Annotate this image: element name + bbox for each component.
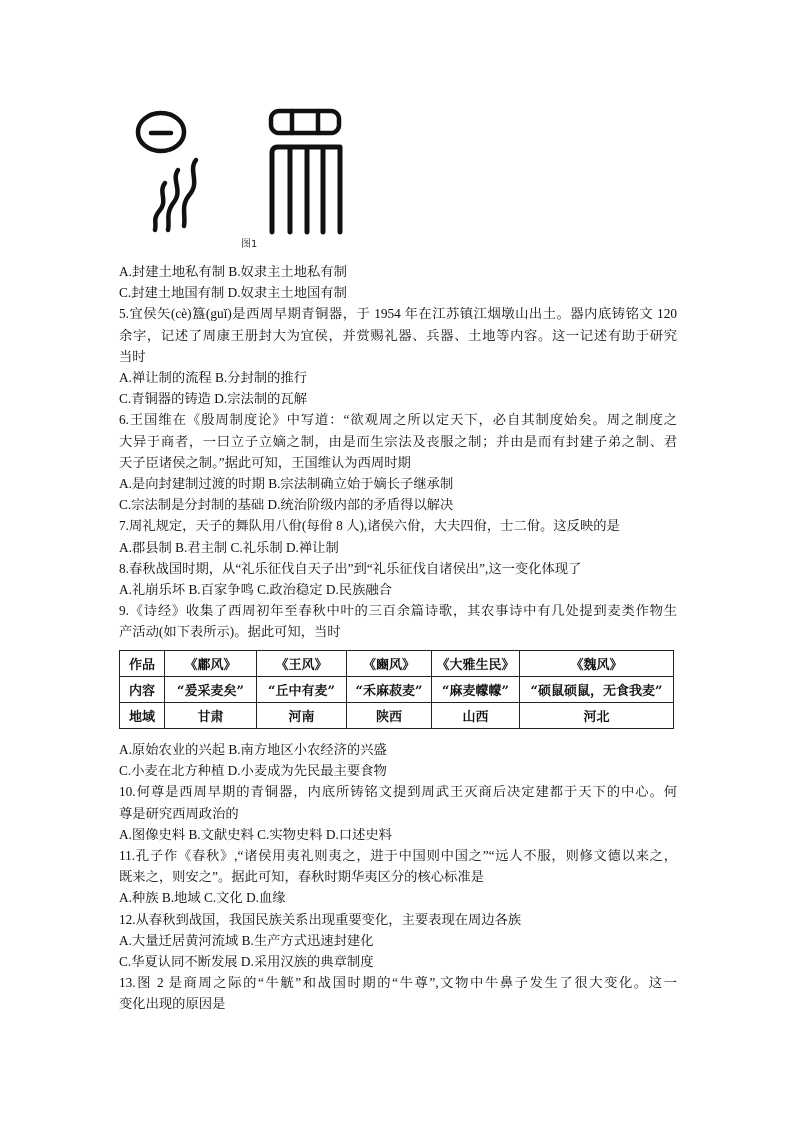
- q10-option-line: A.图像史料 B.文献史料 C.实物史料 D.口述史料: [119, 826, 392, 842]
- wheat-poems-table: [119, 650, 674, 729]
- q6-stem-line: 大异于商者，一曰立子立嫡之制，由是而生宗法及丧服之制；并由是而有封建子弟之制、君: [119, 433, 677, 449]
- glyph-wave-stroke: [168, 170, 178, 230]
- table-row-header: 地域: [120, 703, 165, 729]
- q11-stem-line: 既来之，则安之”。据此可知，春秋时期华夷区分的核心标准是: [119, 869, 484, 885]
- q5-stem-line: 当时: [119, 348, 146, 364]
- q5-option-line: C.青铜器的铸造 D.宗法制的瓦解: [119, 391, 308, 407]
- question-block-upper: [119, 261, 677, 643]
- table-cell: 《大雅生民》: [432, 651, 520, 677]
- q11-stem-line: 11.孔子作《春秋》,“诸侯用夷礼则夷之，进于中国则中国之”“远人不服，则修文德以来之，: [119, 848, 677, 864]
- table-row: [120, 651, 674, 677]
- q4-option-line: A.封建土地私有制 B.奴隶主土地私有制: [119, 264, 347, 279]
- q7-stem-line: 7.周礼规定，天子的舞队用八佾(每佾 8 人),诸侯六佾，大夫四佾，士二佾。这反映的是: [119, 518, 620, 534]
- table-cell: 《鄘风》: [165, 651, 257, 677]
- table-cell: 河南: [257, 703, 347, 729]
- table-cell: “爰采麦矣”: [165, 677, 257, 703]
- q9-option-line: A.原始农业的兴起 B.南方地区小农经济的兴盛: [119, 742, 387, 757]
- table-cell: “丘中有麦”: [257, 677, 347, 703]
- glyph-wave-stroke: [184, 160, 196, 226]
- table-cell: 《王风》: [257, 651, 347, 677]
- q8-stem-line: 8.春秋战国时期，从“礼乐征伐自天子出”到“礼乐征伐自诸侯出”,这一变化体现了: [119, 560, 582, 576]
- q8-option-line: A.礼崩乐坏 B.百家争鸣 C.政治稳定 D.民族融合: [119, 582, 392, 598]
- q13-stem-line: 13.图 2 是商周之际的“牛觥”和战国时期的“牛尊”,文物中牛鼻子发生了很大变化。这一: [119, 975, 677, 991]
- table-cell: 甘肃: [165, 703, 257, 729]
- table-row-header: 内容: [120, 677, 165, 703]
- q10-stem-line: 10.何尊是西周早期的青铜器，内底所铸铭文提到周武王灭商后决定建都于天下的中心。何: [119, 784, 677, 800]
- table-cell: “硕鼠硕鼠，无食我麦”: [520, 677, 674, 703]
- q7-option-line: A.郡县制 B.君主制 C.礼乐制 D.禅让制: [119, 539, 339, 555]
- q5-stem-line: 5.宜侯矢(cè)簋(guǐ)是西周早期青铜器，于 1954 年在江苏镇江烟墩山出土。器内底铸铭文 120: [119, 306, 677, 322]
- q9-option-line: C.小麦在北方种植 D.小麦成为先民最主要食物: [119, 763, 387, 779]
- glyph-top-box: [271, 111, 339, 133]
- q6-option-line: A.是向封建制过渡的时期 B.宗法制确立始于嫡长子继承制: [119, 476, 454, 492]
- table-cell: “禾麻菽麦”: [347, 677, 432, 703]
- table-row: [120, 703, 674, 729]
- q11-option-line: A.种族 B.地域 C.文化 D.血缘: [119, 890, 286, 906]
- q6-stem-line: 天子臣诸侯之制。”据此可知，王国维认为西周时期: [119, 454, 411, 470]
- q12-option-line: A.大量迁居黄河流域 B.生产方式迅速封建化: [119, 932, 374, 948]
- glyph-wave-stroke: [155, 183, 165, 230]
- q5-option-line: A.禅让制的流程 B.分封制的推行: [119, 370, 308, 386]
- q12-option-line: C.华夏认同不断发展 D.采用汉族的典章制度: [119, 954, 374, 970]
- q9-stem-line: 9.《诗经》收集了西周初年至春秋中叶的三百余篇诗歌，其农事诗中有几处提到麦类作物生: [119, 603, 677, 619]
- table-cell: 《豳风》: [347, 651, 432, 677]
- q9-stem-line: 产活动(如下表所示)。据此可知，当时: [119, 624, 341, 640]
- table-row-header: 作品: [120, 651, 165, 677]
- q4-option-line: C.封建土地国有制 D.奴隶主土地国有制: [119, 285, 347, 301]
- q12-stem-line: 12.从春秋到战国，我国民族关系出现重要变化，主要表现在周边各族: [119, 911, 522, 927]
- q6-stem-line: 6.王国维在《殷周制度论》中写道：“欲观周之所以定天下，必自其制度始矣。周之制度之: [119, 412, 677, 428]
- q5-stem-line: 余字，记述了周康王册封大为宜侯，并赏赐礼器、兵器、土地等内容。这一记述有助于研究: [119, 327, 677, 343]
- q10-stem-line: 尊是研究西周政治的: [119, 805, 239, 821]
- table-cell: 《魏风》: [520, 651, 674, 677]
- table-cell: 山西: [432, 703, 520, 729]
- question-block-lower: [119, 739, 677, 1015]
- table-cell: 陕西: [347, 703, 432, 729]
- ancient-glyphs-image: [130, 100, 350, 240]
- table-cell: 河北: [520, 703, 674, 729]
- q13-stem-line: 变化出现的原因是: [119, 996, 226, 1012]
- figure-1: [130, 100, 350, 258]
- q6-option-line: C.宗法制是分封制的基础 D.统治阶级内部的矛盾得以解决: [119, 497, 454, 513]
- figure-caption: 图1: [241, 239, 258, 250]
- table-cell: “麻麦幪幪”: [432, 677, 520, 703]
- table-row: [120, 677, 674, 703]
